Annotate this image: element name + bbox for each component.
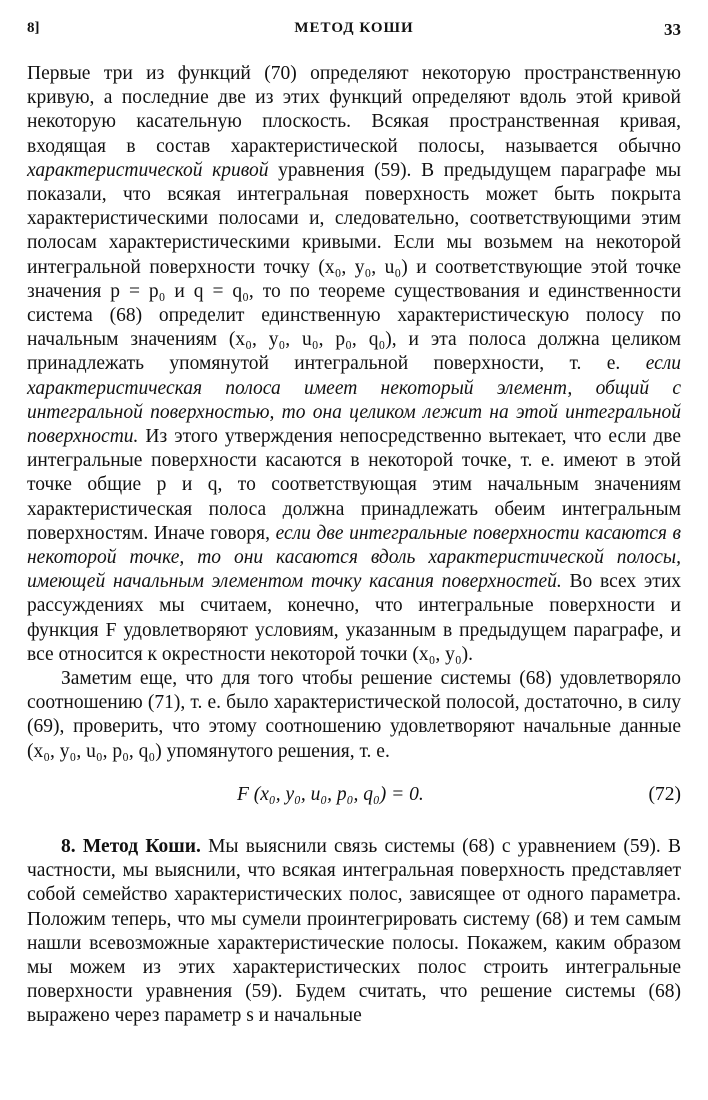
section-marker: 8]: [27, 20, 40, 36]
equation-number: (72): [648, 783, 681, 805]
p1-italic-2: если характеристическая полоса имеет некоторый элемент, общий с интегральной поверхностью, то она целиком лежит на этой интегральной поверхности.: [27, 353, 681, 448]
body-text: [27, 62, 681, 1029]
section-8-paragraph: [27, 835, 681, 1029]
equation-expression: F (x₀, y₀, u₀, p₀, q₀) = 0.: [237, 783, 424, 805]
p1-text-3: Из этого утверждения непосредственно вытекает, что если две интегральные поверхности касаются в некоторой точке, т. е. имеют в этой точке общие p и q, то соответствующая этим начальным значениям характеристическая полоса должна принадлежать обеим интегральным поверхностям. Иначе говоря,: [27, 426, 681, 544]
p1-italic-3: если две интегральные поверхности касаются в некоторой точке, то они касаются вдоль характеристической полосы, имеющей начальным элементом точку касания поверхностей.: [27, 522, 681, 593]
p1-text-2: уравнения (59). В предыдущем параграфе мы показали, что всякая интегральная поверхность может быть покрыта характеристическими полосами и, следовательно, соответствующими этим полосам характеристическими кривыми. Если мы возьмем на некоторой интегральной поверхности точку (x₀, y₀, u₀) и соответствующие этой точке значения p = p₀ и q = q₀, то по теореме существования и единственности система (68) определит единственную характеристическую полосу по начальным значениям (x₀, y₀, u₀, p₀, q₀), и эта полоса должна целиком принадлежать упомянутой интегральной поверхности, т. е.: [27, 159, 681, 375]
equation-72: [27, 777, 681, 815]
paragraph-2: Заметим еще, что для того чтобы решение системы (68) удовлетворяло соотношению (71), т. е. было характеристической полосой, достаточно, в силу (69), проверить, что этому соотношению удовлетворяют начальные данные (x₀, y₀, u₀, p₀, q₀) упомянутого решения, т. е.: [27, 668, 681, 762]
section-gap: [27, 827, 681, 835]
page-number: 33: [664, 20, 681, 39]
book-page: [27, 0, 681, 1100]
p1-italic-1: характеристической кривой: [27, 159, 269, 181]
running-title: МЕТОД КОШИ: [294, 20, 414, 36]
section-8-heading: 8. Метод Коши.: [61, 835, 201, 857]
paragraph-1: [27, 62, 681, 667]
section-8-text: Мы выяснили связь системы (68) с уравнением (59). В частности, мы выяснили, что всякая интегральная поверхность представляет собой семейство характеристических полос, зависящее от одного параметра. Положим теперь, что мы сумели проинтегрировать систему (68) и тем самым нашли всевозможные характеристические полосы. Покажем, каким образом мы можем из этих характеристических полос строить интегральные поверхности уравнения (59). Будем считать, что решение системы (68) выражено через параметр s и начальные: [27, 835, 681, 1027]
p1-text-4: Во всех этих рассуждениях мы считаем, конечно, что интегральные поверхности и функция F удовлетворяют условиям, указанным в предыдущем параграфе, и все относится к окрестности некоторой точки (x₀, y₀).: [27, 571, 682, 665]
page-header: [27, 20, 681, 44]
p1-text-1: Первые три из функций (70) определяют некоторую пространственную кривую, а последние две из этих функций определяют вдоль этой кривой некоторую касательную плоскость. Всякая пространственная кривая, входящая в состав характеристической полосы, называется обычно: [27, 63, 681, 157]
